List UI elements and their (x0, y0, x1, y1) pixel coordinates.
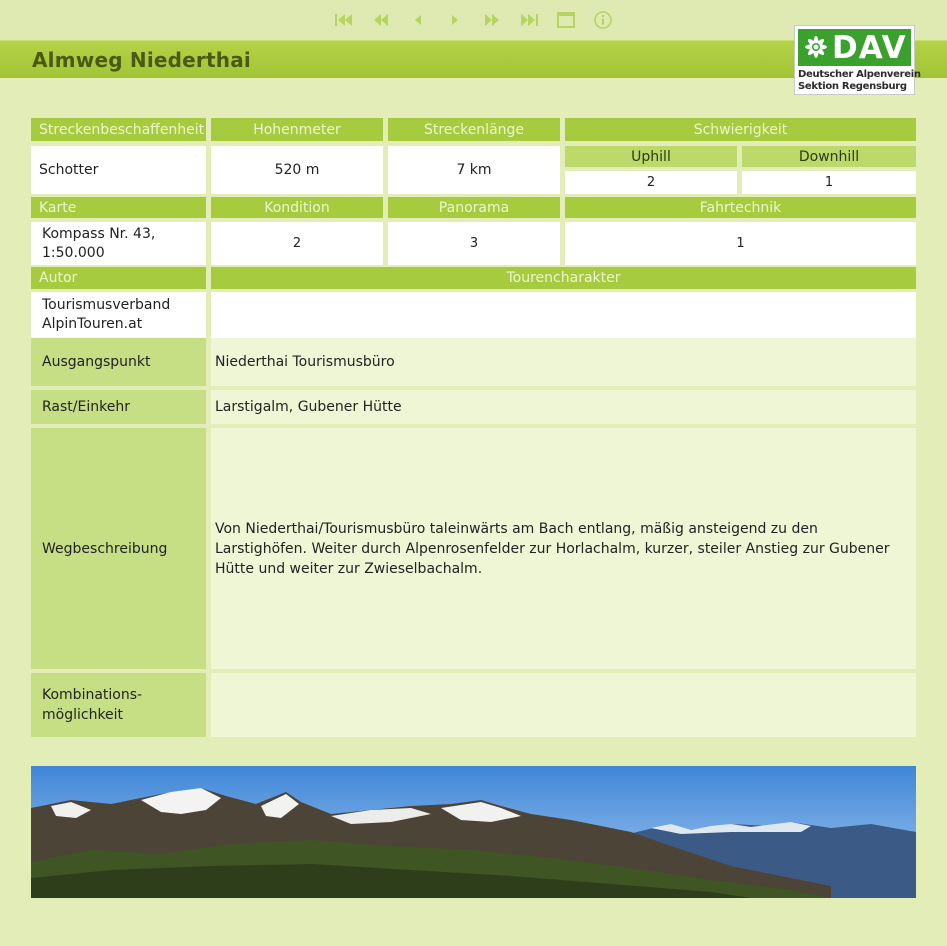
header-map: Karte (31, 197, 206, 218)
header-fitness: Kondition (211, 197, 383, 218)
value-technique: 1 (565, 222, 916, 265)
header-panorama: Panorama (388, 197, 560, 218)
dav-logo[interactable] (794, 25, 921, 95)
value-route-description: Von Niederthai/Tourismusbüro taleinwärts am Bach entlang, mäßig ansteigend zu den Larstighöfen. Weiter durch Alpenrosenfelder zur Horlachalm, kurzer, steiler Anstieg zur Gubener Hütte und weiter zur Zwieselbachalm. (211, 428, 916, 669)
logo-brand: DAV (832, 30, 907, 66)
previous-icon[interactable] (400, 0, 437, 40)
value-fitness: 2 (211, 222, 383, 265)
value-map: Kompass Nr. 43, 1:50.000 (31, 222, 206, 265)
logo-line-2: Sektion Regensburg (798, 81, 907, 92)
value-author: Tourismusverband AlpinTouren.at (31, 292, 206, 338)
value-panorama: 3 (388, 222, 560, 265)
window-icon[interactable] (548, 0, 585, 40)
next-icon[interactable] (437, 0, 474, 40)
header-downhill: Downhill (742, 146, 916, 167)
info-icon[interactable] (585, 0, 622, 40)
value-elevation: 520 m (211, 146, 383, 194)
header-uphill: Uphill (565, 146, 737, 167)
header-elevation: Hohenmeter (211, 118, 383, 141)
fast-forward-icon[interactable] (474, 0, 511, 40)
label-start-point: Ausgangspunkt (31, 338, 206, 386)
first-page-icon[interactable] (326, 0, 363, 40)
edelweiss-icon (802, 32, 830, 62)
value-character (211, 292, 916, 338)
rewind-icon[interactable] (363, 0, 400, 40)
value-rest-stop: Larstigalm, Gubener Hütte (211, 390, 916, 424)
last-page-icon[interactable] (511, 0, 548, 40)
value-surface: Schotter (31, 146, 206, 194)
label-route-description: Wegbeschreibung (31, 428, 206, 669)
page-title: Almweg Niederthai (32, 48, 251, 72)
value-uphill: 2 (565, 171, 737, 194)
logo-line-1: Deutscher Alpenverein (798, 69, 921, 80)
header-surface: Streckenbeschaffenheit (31, 118, 206, 141)
mountain-panorama-image (31, 766, 916, 898)
header-technique: Fahrtechnik (565, 197, 916, 218)
value-combination (211, 673, 916, 737)
label-rest-stop: Rast/Einkehr (31, 390, 206, 424)
header-author: Autor (31, 267, 206, 289)
header-difficulty: Schwierigkeit (565, 118, 916, 141)
label-combination: Kombinations- möglichkeit (31, 673, 206, 737)
header-character: Tourencharakter (211, 267, 916, 289)
value-start-point: Niederthai Tourismusbüro (211, 338, 916, 386)
value-length: 7 km (388, 146, 560, 194)
value-downhill: 1 (742, 171, 916, 194)
logo-green-box (798, 29, 911, 66)
header-length: Streckenlänge (388, 118, 560, 141)
